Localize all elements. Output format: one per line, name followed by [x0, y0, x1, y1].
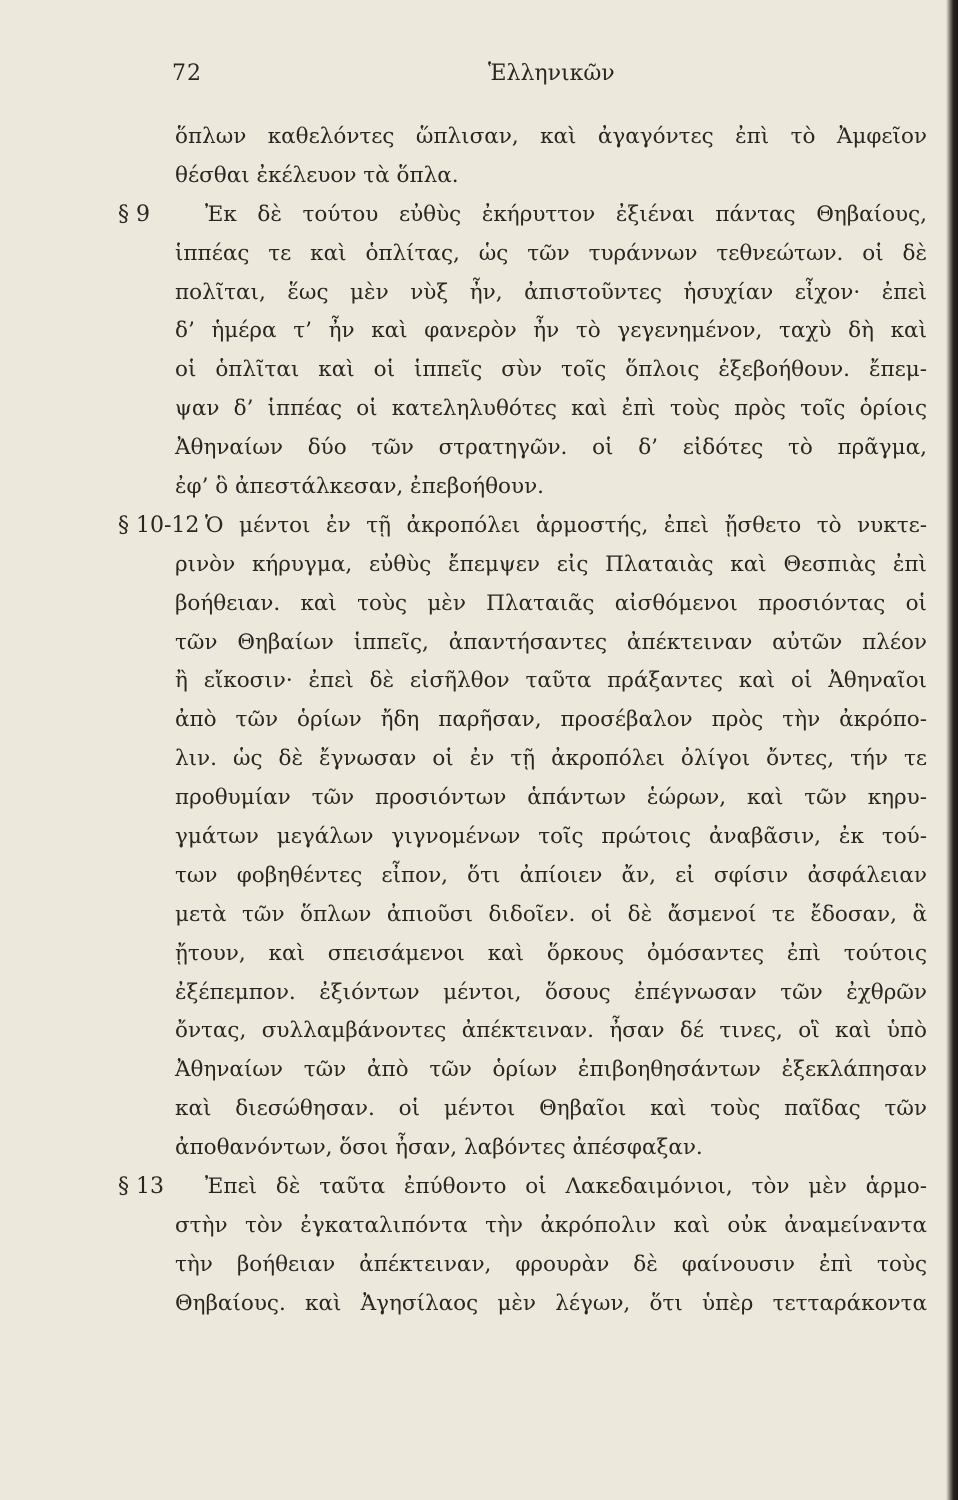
line-text: ψαν δ’ ἱππέας οἱ κατεληλυθότες καὶ ἐπὶ τοὺς πρὸς τοῖς ὁρίοις [175, 396, 927, 422]
line-text: Ἀθηναίων δύο τῶν στρατηγῶν. οἱ δ’ εἰδότες τὸ πρᾶγμα, [175, 435, 927, 461]
text-line [0, 1051, 946, 1090]
text-line [0, 351, 946, 390]
text-line [0, 1012, 946, 1051]
text-line [0, 701, 946, 740]
line-text: θέσθαι ἐκέλευον τὰ ὅπλα. [175, 162, 459, 188]
text-line [0, 468, 946, 507]
line-text: ὅπλων καθελόντες ὥπλισαν, καὶ ἀγαγόντες ἐπὶ τὸ Ἀμφεῖον [175, 124, 927, 149]
text-line [0, 1168, 946, 1207]
line-text: ἢ εἴκοσιν· ἐπεὶ δὲ εἰσῆλθον ταῦτα πράξαντες καὶ οἱ Ἀθηναῖοι [175, 668, 927, 694]
line-text: καὶ διεσώθησαν. οἱ μέντοι Θηβαῖοι καὶ τοὺς παῖδας τῶν [175, 1096, 927, 1122]
section-marker: § 13 [118, 1174, 164, 1200]
text-line [0, 118, 946, 157]
text-line [0, 235, 946, 274]
running-title: Ἑλληνικῶν [488, 61, 615, 86]
text-line [0, 196, 946, 235]
text-line [0, 624, 946, 663]
text-line [0, 585, 946, 624]
page-edge-shadow [946, 0, 958, 1500]
line-text: βοήθειαν. καὶ τοὺς μὲν Πλαταιᾶς αἰσθόμενοι προσιόντας οἱ [175, 590, 927, 616]
page-number: 72 [172, 61, 202, 86]
line-text: γμάτων μεγάλων γιγνομένων τοῖς πρώτοις ἀναβᾶσιν, ἐκ τού- [175, 824, 927, 850]
line-text: Ὁ μέντοι ἐν τῇ ἀκροπόλει ἁρμοστής, ἐπεὶ ᾔσθετο τὸ νυκτε- [205, 512, 927, 538]
line-text: ἐξέπεμπον. ἐξιόντων μέντοι, ὅσους ἐπέγνωσαν τῶν ἐχθρῶν [175, 979, 927, 1005]
text-line [0, 157, 946, 196]
line-text: δ’ ἡμέρα τ’ ἦν καὶ φανερὸν ἦν τὸ γεγενημένον, ταχὺ δὴ καὶ [175, 318, 927, 344]
line-text: στὴν τὸν ἐγκαταλιπόντα τὴν ἀκρόπολιν καὶ οὐκ ἀναμείναντα [175, 1212, 927, 1238]
section-marker: § 10-12 [118, 512, 200, 538]
line-text: ᾔτουν, καὶ σπεισάμενοι καὶ ὅρκους ὀμόσαντες ἐπὶ τούτοις [175, 940, 927, 966]
text-line [0, 274, 946, 313]
text-line [0, 935, 946, 974]
line-text: προθυμίαν τῶν προσιόντων ἁπάντων ἑώρων, καὶ τῶν κηρυ- [175, 785, 927, 811]
line-text: Ἀθηναίων τῶν ἀπὸ τῶν ὁρίων ἐπιβοηθησάντων ἐξεκλάπησαν [175, 1057, 927, 1083]
line-text: τὴν βοήθειαν ἀπέκτειναν, φρουρὰν δὲ φαίνουσιν ἐπὶ τοὺς [175, 1251, 927, 1277]
line-text: ἱππέας τε καὶ ὁπλίτας, ὡς τῶν τυράννων τεθνεώτων. οἱ δὲ [175, 240, 927, 266]
text-line [0, 546, 946, 585]
line-text: πολῖται, ἕως μὲν νὺξ ἦν, ἀπιστοῦντες ἡσυχίαν εἶχον· ἐπεὶ [175, 279, 927, 305]
text-line [0, 1285, 946, 1324]
text-line [0, 1090, 946, 1129]
line-text: ἀποθανόντων, ὅσοι ἦσαν, λαβόντες ἀπέσφαξαν. [175, 1135, 703, 1161]
line-text: μετὰ τῶν ὅπλων ἀπιοῦσι διδοῖεν. οἱ δὲ ἄσμενοί τε ἔδοσαν, ἃ [175, 901, 927, 927]
line-text: οἱ ὁπλῖται καὶ οἱ ἱππεῖς σὺν τοῖς ὅπλοις ἐξεβοήθουν. ἔπεμ- [175, 357, 927, 383]
text-line [0, 818, 946, 857]
text-line [0, 740, 946, 779]
text-line [0, 390, 946, 429]
text-line [0, 1246, 946, 1285]
text-line [0, 1129, 946, 1168]
text-line [0, 429, 946, 468]
text-line [0, 507, 946, 546]
line-text: Ἐκ δὲ τούτου εὐθὺς ἐκήρυττον ἐξιέναι πάντας Θηβαίους, [205, 201, 927, 227]
text-line [0, 896, 946, 935]
line-text: ὄντας, συλλαμβάνοντες ἀπέκτειναν. ἦσαν δέ τινες, οἳ καὶ ὑπὸ [175, 1018, 927, 1044]
line-text: τῶν Θηβαίων ἱππεῖς, ἀπαντήσαντες ἀπέκτειναν αὐτῶν πλέον [175, 629, 927, 655]
running-header [0, 55, 958, 95]
line-text: ἐφ’ ὃ ἀπεστάλκεσαν, ἐπεβοήθουν. [175, 474, 544, 500]
line-text: Θηβαίους. καὶ Ἀγησίλαος μὲν λέγων, ὅτι ὑπὲρ τετταράκοντα [175, 1290, 927, 1316]
line-text: Ἐπεὶ δὲ ταῦτα ἐπύθοντο οἱ Λακεδαιμόνιοι, τὸν μὲν ἁρμο- [205, 1174, 927, 1200]
text-line [0, 1207, 946, 1246]
section-marker: § 9 [118, 201, 150, 227]
text-line [0, 312, 946, 351]
text-line [0, 857, 946, 896]
line-text: ρινὸν κήρυγμα, εὐθὺς ἔπεμψεν εἰς Πλαταιὰς καὶ Θεσπιὰς ἐπὶ [175, 551, 927, 577]
text-line [0, 974, 946, 1013]
line-text: λιν. ὡς δὲ ἔγνωσαν οἱ ἐν τῇ ἀκροπόλει ὀλίγοι ὄντες, τήν τε [175, 746, 927, 772]
line-text: των φοβηθέντες εἶπον, ὅτι ἀπίοιεν ἄν, εἰ σφίσιν ἀσφάλειαν [175, 862, 927, 888]
line-text: ἀπὸ τῶν ὁρίων ἤδη παρῆσαν, προσέβαλον πρὸς τὴν ἀκρόπο- [175, 707, 927, 733]
text-line [0, 779, 946, 818]
body-text [0, 118, 946, 1324]
text-line [0, 662, 946, 701]
